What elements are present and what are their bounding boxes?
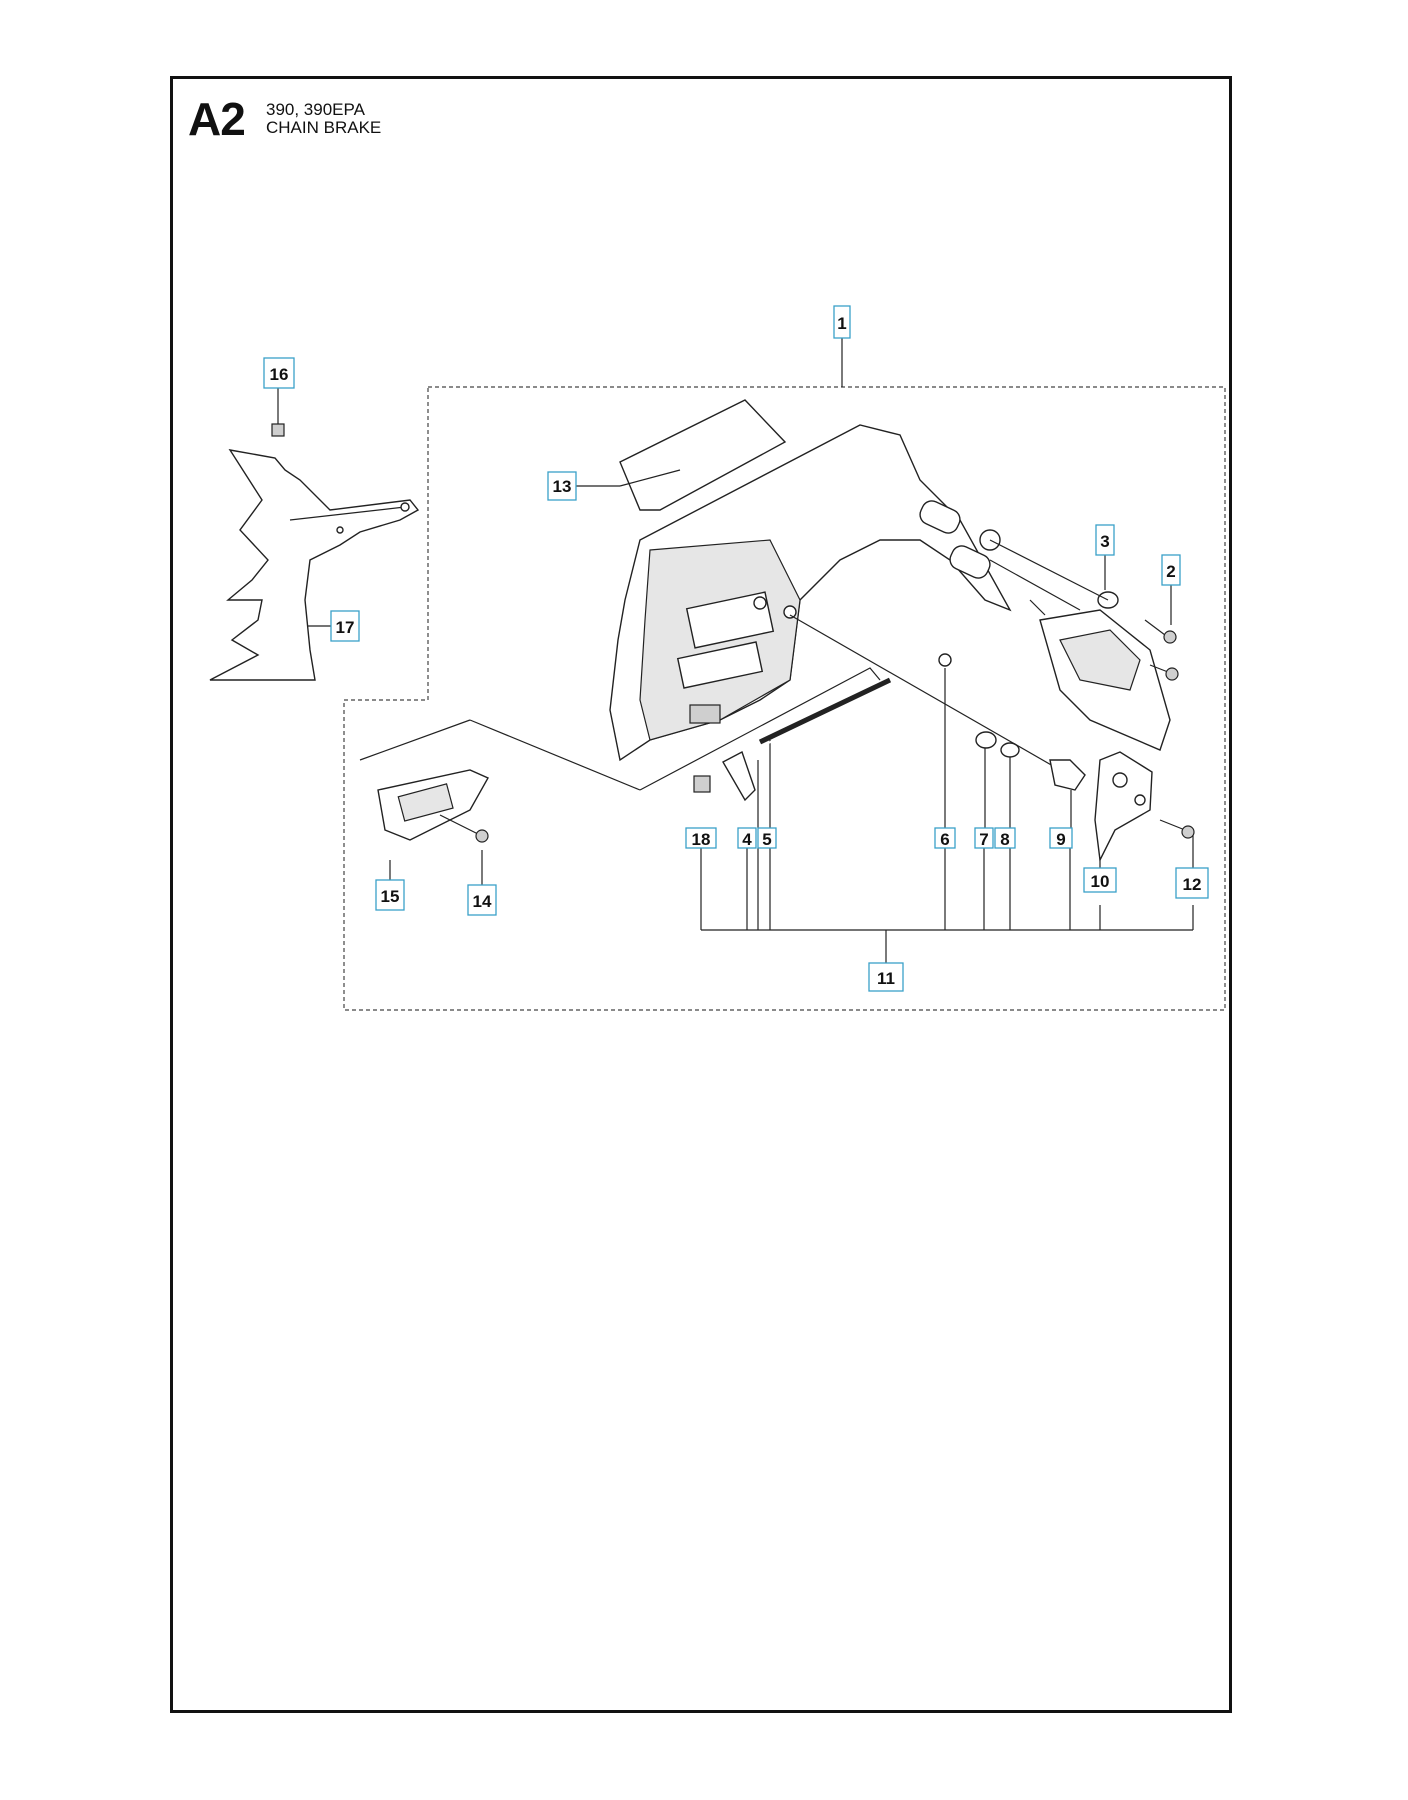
callout-11 bbox=[869, 963, 903, 991]
callout-16 bbox=[264, 358, 294, 388]
screw-16-part bbox=[272, 424, 284, 436]
bumper-spike-part bbox=[210, 450, 418, 680]
callout-14-label: 14 bbox=[472, 892, 492, 911]
callout-12-label: 12 bbox=[1182, 875, 1202, 894]
callout-15 bbox=[376, 880, 404, 910]
section-code: A2 bbox=[188, 93, 245, 145]
callout-16-label: 16 bbox=[269, 365, 289, 384]
callout-1 bbox=[834, 306, 850, 338]
callout-6 bbox=[935, 828, 955, 849]
callout-14 bbox=[468, 885, 496, 915]
o-ring-7-part bbox=[976, 732, 996, 748]
callout-15-label: 15 bbox=[380, 887, 400, 906]
callout-4 bbox=[738, 828, 756, 849]
callout-8-label: 8 bbox=[1000, 830, 1010, 849]
callout-13-label: 13 bbox=[552, 477, 572, 496]
pin-4-part bbox=[723, 752, 755, 800]
callout-6-label: 6 bbox=[940, 830, 950, 849]
callout-3 bbox=[1096, 525, 1114, 555]
nut-18-part bbox=[694, 776, 710, 792]
callout-9 bbox=[1050, 828, 1072, 849]
callout-10-label: 10 bbox=[1090, 872, 1110, 891]
callout-2 bbox=[1162, 555, 1180, 585]
screw-12-part bbox=[1160, 820, 1194, 838]
callout-3-label: 3 bbox=[1100, 532, 1110, 551]
callout-13 bbox=[548, 472, 576, 500]
callout-1-label: 1 bbox=[837, 314, 847, 333]
callout-12 bbox=[1176, 868, 1208, 898]
bushing-9-part bbox=[1050, 760, 1085, 790]
callout-5-label: 5 bbox=[762, 830, 772, 849]
rod-5-part bbox=[760, 680, 890, 746]
model-numbers: 390, 390EPA bbox=[266, 100, 365, 119]
callout-17-label: 17 bbox=[335, 618, 355, 637]
callout-11-label: 11 bbox=[877, 969, 895, 988]
callout-8 bbox=[995, 828, 1015, 849]
callout-7 bbox=[975, 828, 993, 849]
callout-18-label: 18 bbox=[691, 830, 711, 849]
callout-7-label: 7 bbox=[979, 830, 989, 849]
callout-17 bbox=[331, 611, 359, 641]
callout-2-label: 2 bbox=[1166, 562, 1176, 581]
lever-10-part bbox=[1095, 752, 1152, 860]
callout-4-label: 4 bbox=[742, 830, 752, 849]
circlip-6-part bbox=[939, 654, 951, 666]
callout-5 bbox=[758, 828, 776, 849]
callout-18 bbox=[686, 828, 716, 849]
callout-9-label: 9 bbox=[1056, 830, 1066, 849]
diagram-title: CHAIN BRAKE bbox=[266, 118, 382, 137]
screw-14-part bbox=[440, 815, 488, 842]
callout-10 bbox=[1084, 868, 1116, 892]
